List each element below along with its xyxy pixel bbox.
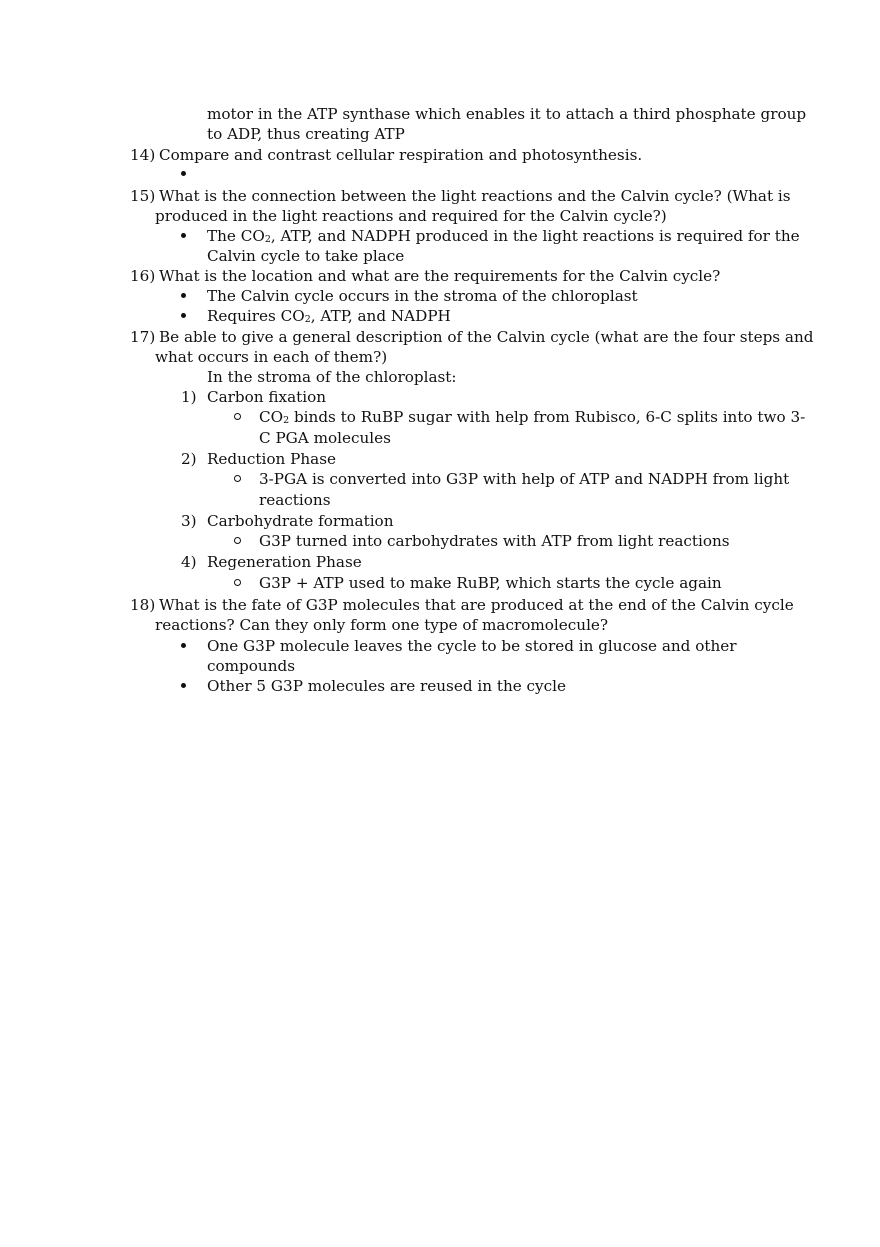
q13-answer-continued-line1: motor in the ATP synthase which enables it to attach a third phosphate group — [207, 105, 807, 123]
circle-bullet-icon — [234, 579, 241, 586]
circle-bullet-icon — [234, 475, 241, 482]
circle-bullet-icon — [234, 537, 241, 544]
step-1-title: Carbon fixation — [207, 388, 327, 406]
bullet-icon — [181, 233, 186, 238]
q17-intro: In the stroma of the chloroplast: — [207, 368, 457, 386]
question-15-text-line2: produced in the light reactions and required for the Calvin cycle?) — [155, 207, 667, 225]
q18-answer-2: Other 5 G3P molecules are reused in the cycle — [207, 677, 566, 695]
question-15-number: 15) — [130, 187, 156, 205]
q18-answer-1-line2: compounds — [207, 657, 295, 675]
q13-answer-continued-line2: to ADP, thus creating ATP — [207, 125, 405, 143]
step-3-detail: G3P turned into carbohydrates with ATP from light reactions — [259, 532, 730, 550]
step-2-number: 2) — [181, 450, 197, 468]
step-2-detail-line1: 3-PGA is converted into G3P with help of ATP and NADPH from light — [259, 470, 790, 488]
step-3-number: 3) — [181, 512, 197, 530]
bullet-icon — [181, 643, 186, 648]
step-1-detail-line2: C PGA molecules — [259, 429, 391, 447]
step-4-detail: G3P + ATP used to make RuBP, which starts the cycle again — [259, 574, 722, 592]
question-17-text-line2: what occurs in each of them?) — [155, 348, 388, 366]
question-17-number: 17) — [130, 328, 156, 346]
q15-answer-1-line2: Calvin cycle to take place — [207, 247, 405, 265]
question-18-text-line2: reactions? Can they only form one type of macromolecule? — [155, 616, 609, 634]
question-16-text: What is the location and what are the requirements for the Calvin cycle? — [159, 267, 721, 285]
bullet-icon — [181, 293, 186, 298]
circle-bullet-icon — [234, 413, 241, 420]
bullet-icon — [181, 683, 186, 688]
question-16-number: 16) — [130, 267, 156, 285]
step-4-title: Regeneration Phase — [207, 553, 362, 571]
bullet-icon — [181, 171, 186, 176]
question-14-number: 14) — [130, 146, 156, 164]
q16-answer-1: The Calvin cycle occurs in the stroma of the chloroplast — [207, 287, 638, 305]
question-18-number: 18) — [130, 596, 156, 614]
step-2-title: Reduction Phase — [207, 450, 336, 468]
question-14-text: Compare and contrast cellular respiration and photosynthesis. — [159, 146, 643, 164]
bullet-icon — [181, 313, 186, 318]
step-1-number: 1) — [181, 388, 197, 406]
q15-answer-1-line1: The $CO_2$, ATP, and NADPH produced in the light reactions is required for the — [207, 227, 800, 245]
question-18-text-line1: What is the fate of G3P molecules that are produced at the end of the Calvin cycle — [159, 596, 794, 614]
question-15-text-line1: What is the connection between the light reactions and the Calvin cycle? (What is — [159, 187, 791, 205]
step-2-detail-line2: reactions — [259, 491, 331, 509]
step-1-detail-line1: $CO_2$ binds to RuBP sugar with help from Rubisco, 6-C splits into two 3- — [259, 408, 806, 426]
step-3-title: Carbohydrate formation — [207, 512, 394, 530]
q16-answer-2: Requires $CO_2$, ATP, and NADPH — [207, 307, 451, 325]
question-17-text-line1: Be able to give a general description of the Calvin cycle (what are the four steps and — [159, 328, 814, 346]
step-4-number: 4) — [181, 553, 197, 571]
q18-answer-1-line1: One G3P molecule leaves the cycle to be stored in glucose and other — [207, 637, 737, 655]
